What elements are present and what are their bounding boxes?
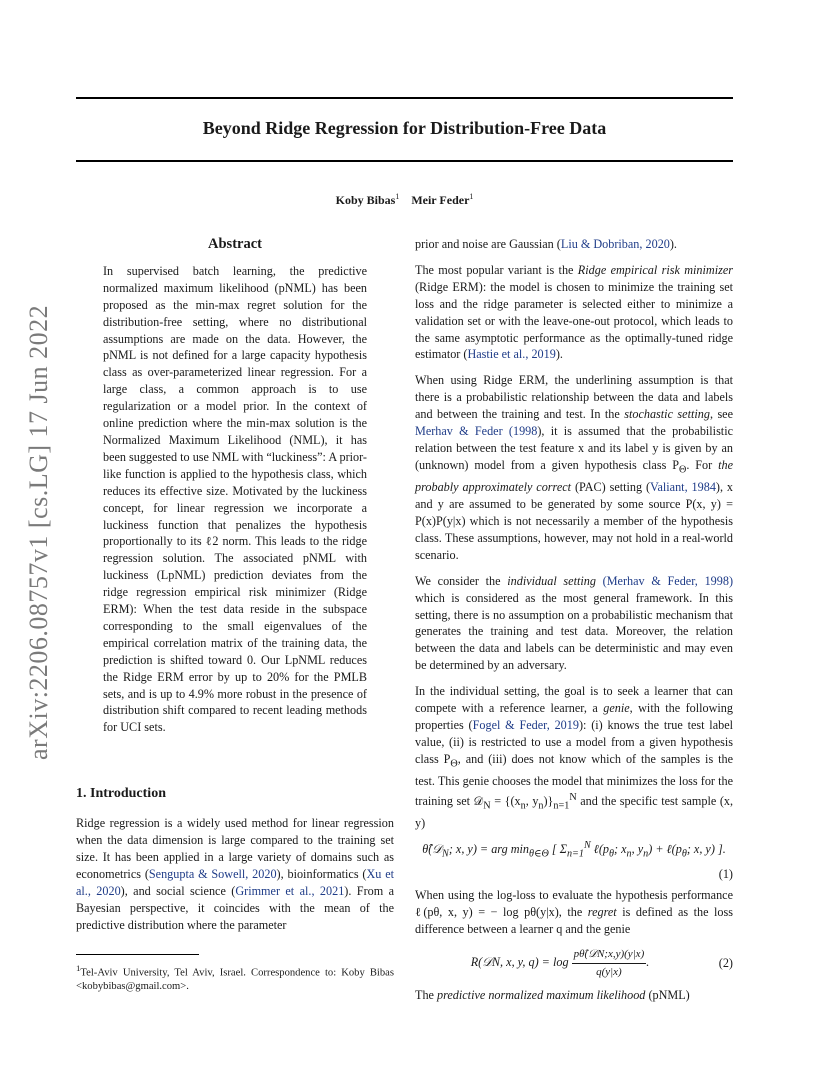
body-paragraph: When using the log-loss to evaluate the hypothesis performance ℓ(pθ, x, y) = − log pθ(y|x), the regret is defined as the loss difference between a learner q and the genie [415,887,733,936]
footnote: $^1$Tel-Aviv University, Tel Aviv, Israel. Correspondence to: Koby Bibas <kobybibas@gmail.com>. [76,962,394,993]
citation-link[interactable]: (Merhav & Feder, 1998) [602,573,733,588]
left-column [76,236,394,994]
citation-link[interactable]: Hastie et al., 2019 [467,347,556,362]
title-bottom-rule [76,160,733,162]
equation-1-number: (1) [718,866,733,881]
equation-1-body: θ̂(𝒟$_N$; x, y) = arg $\min_{\theta\in\Theta}$ [ $\Sigma_{n=1}^N$ $\ell(p_\theta$; $x_n$, $y_n$) + $\ell(p_\theta$; x, y) ]. [422,840,726,860]
abstract-heading: Abstract [208,236,262,252]
arxiv-stamp: arXiv:2206.08757v1 [cs.LG] 17 Jun 2022 [24,304,53,760]
body-paragraph: When using Ridge ERM, the underlining assumption is that there is a probabilistic relationship between the data and labels and between the training and test. In the stochastic setting, see Merhav & Feder (1998), it is assumed that the probabilistic relation between the test feature x and its label y is given by an (unknown) model from a given hypothesis class $P_\Theta$. For the probably approximately correct (PAC) setting (Valiant, 1984), x and y are assumed to be generated by some source P(x, y) = P(x)P(y|x) which is not necessarily a member of the hypothesis class. These assumptions, however, may not hold in a real-world scenario. [415,373,734,562]
citation-link[interactable]: Liu & Dobriban, 2020 [560,237,670,251]
introduction-paragraph: Ridge regression is a widely used method for linear regression when the data dimension is large compared to the training set size. It has been applied in a large variety of domains such as econometrics (Sengupta & Sowell, 2020), bioinformatics (Xu et al., 2020), and social science (Grimmer et al., 2021). From a Bayesian perspective, it coincides with the mean of the predictive distribution where the parameter [76,816,395,932]
equation-2 [415,946,733,981]
citation-link[interactable]: Grimmer et al., 2021 [235,883,345,898]
citation-link[interactable]: Xu et al., 2020 [76,866,395,898]
author-list [76,192,733,208]
equation-2-body: R(𝒟N, x, y, q) = log $\frac{\text{pθ̂(𝒟N;x,y)(y|x)}}{q(y|x)}$ . [415,946,705,981]
footnote-rule [76,954,199,955]
citation-link[interactable]: Sengupta & Sowell, 2020 [148,866,277,881]
body-paragraph: We consider the individual setting (Merhav & Feder, 1998) which is considered as the most general framework. In this setting, there is no assumption on a probabilistic mechanism that generates the training and test data. Moreover, the relation between the data and labels can be deterministic and may even be determined by an adversary. [415,573,733,673]
author-name: Meir Feder [411,193,470,207]
equation-1 [415,838,733,863]
citation-link[interactable]: Merhav & Feder (1998 [415,424,538,439]
paper-title: Beyond Ridge Regression for Distribution-Free Data [202,118,607,138]
abstract-text: In supervised batch learning, the predictive normalized maximum likelihood (pNML) has been proposed as the min-max regret solution for the distribution-free setting, where no distributional assumptions are made on the data. However, the pNML is not defined for a large capacity hypothesis class as over-parameterized linear regression. For a large class, a common approach is to use regularization or a model prior. In the context of online prediction where the min-max solution is the Normalized Maximum Likelihood (NML), it has been suggested to use NML with “luckiness”: A prior-like function is applied to the hypothesis class, which reduces its effective size. Motivated by the luckiness concept, for linear regression we incorporate a luckiness function that penalizes the hypothesis proportionally to its ℓ2 norm. This leads to the ridge regression solution. The associated pNML with luckiness (LpNML) prediction deviates from the ridge regression empirical risk minimizer (Ridge ERM): When the test data reside in the subspace corresponding to the small eigenvalues of the empirical correlation matrix of the training data, the prediction is shifted toward 0. Our LpNML reduces the Ridge ERM error by up to 20% for the PMLB sets, and is up to 4.9% more robust in the presence of distribution shift compared to recent leading methods for UCI sets. [103,263,367,735]
introduction-heading: 1. Introduction [76,786,166,802]
body-paragraph: In the individual setting, the goal is to seek a learner that can compete with a reference learner, a genie, with the following properties (Fogel & Feder, 2019): (i) knows the true test label value, (ii) is restricted to use a model from a given hypothesis class $P_\Theta$, and (iii) does not know which of the samples is the test. This genie chooses the model that minimizes the loss for the training set 𝒟$_N$ = {($x_n$, $y_n)\}_{n=1}^N$ and the specific test sample (x, y) [415,684,734,831]
body-paragraph: The most popular variant is the Ridge empirical risk minimizer (Ridge ERM): the model is chosen to minimize the training set loss and the ridge parameter is selected either to minimize a validation set or with the leave-one-out protocol, which leads to the same asymptotic performance as the optimally-tuned ridge estimator (Hastie et al., 2019). [415,262,733,362]
regret-fraction: $\frac{\text{pθ̂(𝒟N;x,y)(y|x)}}{q(y|x)}$ [573,948,645,979]
author-affiliation: 1 [469,192,474,201]
citation-link[interactable]: Valiant, 1984 [650,480,716,495]
right-column [415,236,733,1004]
equation-2-number: (2) [718,956,733,971]
citation-link[interactable]: Fogel & Feder, 2019 [472,718,579,732]
title-top-rule [76,97,733,99]
author-affiliation: 1 [395,192,400,201]
body-paragraph: prior and noise are Gaussian (Liu & Dobriban, 2020). [415,237,677,251]
author-name: Koby Bibas [335,193,396,207]
body-paragraph: The predictive normalized maximum likelihood (pNML) [415,988,690,1003]
